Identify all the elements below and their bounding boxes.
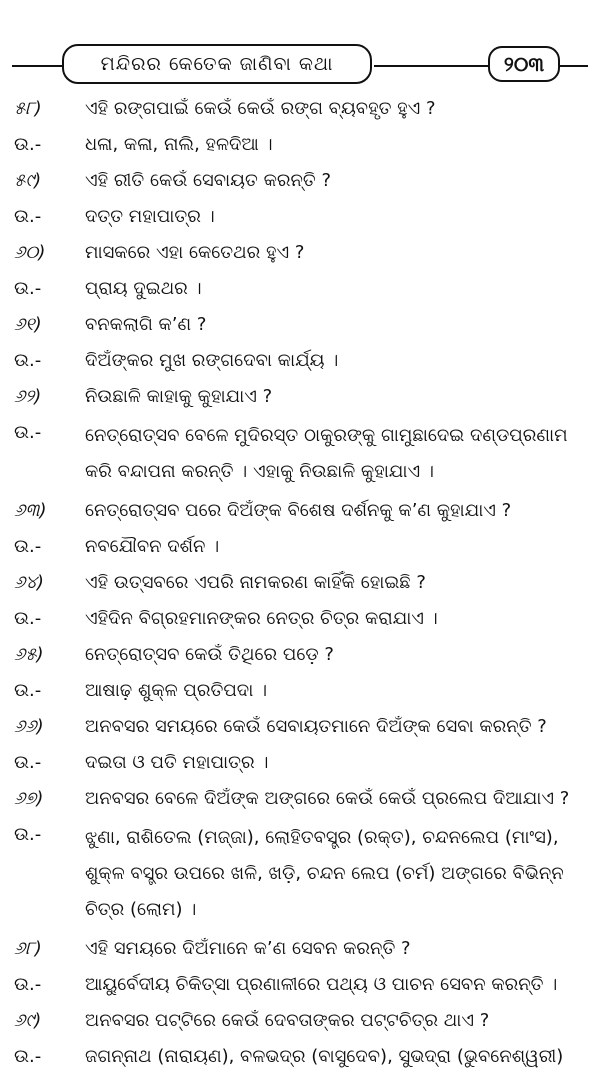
answer-text: ଦଇତା ଓ ପତି ମହାପାତ୍ର । [85, 752, 269, 773]
answer-marker: ଉ.- [14, 422, 42, 443]
question-61 [0, 310, 600, 340]
answer-61 [0, 346, 600, 376]
question-number: ୫୯) [14, 170, 42, 191]
question-59 [0, 166, 600, 196]
answer-64 [0, 604, 600, 634]
question-text: ମାସକରେ ଏହା କେତେଥର ହୁଏ ? [85, 242, 305, 263]
question-66 [0, 712, 600, 742]
answer-marker: ଉ.- [14, 752, 42, 773]
answer-text: ପ୍ରାୟ ଦୁଇଥର । [85, 278, 202, 299]
answer-text: ଜଗନ୍ନାଥ (ନାରାୟଣ), ବଳଭଦ୍ର (ବାସୁଦେବ), ସୁଭଦ୍ରା (ଭୁବନେଶ୍ୱରୀ) [85, 1046, 564, 1067]
question-number: ୬୪) [14, 572, 44, 593]
answer-60 [0, 274, 600, 304]
answer-text: ଆୟୁର୍ବେଦୀୟ ଚିକିତ୍ସା ପ୍ରଣାଳୀରେ ପଥ୍ୟ ଓ ପାଚନ ସେବନ କରନ୍ତି । [85, 974, 558, 995]
question-62 [0, 382, 600, 412]
question-number: ୬୩) [14, 500, 47, 521]
question-text: ବନକଲାଗି କ’ଣ ? [85, 314, 207, 335]
header-rule-right [560, 65, 588, 67]
answer-text: ଆଷାଢ଼ ଶୁକ୍ଳ ପ୍ରତିପଦା । [85, 680, 268, 701]
question-number: ୬୯) [14, 1010, 42, 1031]
question-number: ୬୫) [14, 644, 44, 665]
answer-67 [0, 820, 600, 928]
answer-marker: ଉ.- [14, 278, 42, 299]
question-number: ୬୨) [14, 386, 42, 407]
answer-62 [0, 418, 600, 490]
question-number: ୬୮) [14, 938, 42, 959]
question-number: ୬୬) [14, 716, 44, 737]
question-text: ଏହି ଉତ୍ସବରେ ଏପରି ନାମକରଣ କାହିଁକି ହୋଇଛି ? [85, 572, 426, 593]
question-text: ଅନବସର ପଟ୍ଟିରେ କେଉଁ ଦେବତାଙ୍କର ପଟ୍ଟଚିତ୍ର ଥାଏ ? [85, 1010, 490, 1031]
question-text: ଏହି ରୀତି କେଉଁ ସେବାୟତ କରନ୍ତି ? [85, 170, 332, 191]
answer-text: ଧଳା, କଳା, ନାଲି, ହଳଦିଆ । [85, 134, 273, 155]
question-text: ନେତ୍ରୋତ୍ସବ ପରେ ଦିଅଁଙ୍କ ବିଶେଷ ଦର୍ଶନକୁ କ’ଣ କୁହାଯାଏ ? [85, 500, 512, 521]
question-65 [0, 640, 600, 670]
header-rule-left [12, 65, 62, 67]
question-text: ଅନବସର ବେଳେ ଦିଅଁଙ୍କ ଅଙ୍ଗରେ କେଉଁ କେଉଁ ପ୍ରଲେପ ଦିଆଯାଏ ? [85, 788, 570, 809]
question-text: ନିଉଛାଳି କାହାକୁ କୁହାଯାଏ ? [85, 386, 273, 407]
answer-marker: ଉ.- [14, 206, 42, 227]
question-64 [0, 568, 600, 598]
answer-text: ଏହିଦିନ ବିଗ୍ରହମାନଙ୍କର ନେତ୍ର ଚିତ୍ର କରାଯାଏ । [85, 608, 438, 629]
question-number: ୫୮) [14, 98, 42, 119]
question-63 [0, 496, 600, 526]
question-58 [0, 94, 600, 124]
running-header [12, 44, 588, 88]
qa-list [0, 94, 600, 1072]
answer-59 [0, 202, 600, 232]
question-60 [0, 238, 600, 268]
answer-marker: ଉ.- [14, 536, 42, 557]
question-67 [0, 784, 600, 814]
answer-marker: ଉ.- [14, 134, 42, 155]
answer-marker: ଉ.- [14, 1046, 42, 1067]
page-number: ୨୦୩ [488, 46, 560, 82]
answer-marker: ଉ.- [14, 350, 42, 371]
question-69 [0, 1006, 600, 1036]
answer-text: ଝୁଣା, ରାଶିତେଲ (ମଜ୍ଜା), ଲୋହିତବସ୍ତ୍ର (ରକ୍ତ), ଚନ୍ଦନଲେପ (ମାଂସ), ଶୁକ୍ଳ ବସ୍ତ୍ର ଉପରେ ଖଳି, ଖଡ଼ି, ଚନ୍ଦନ ଲେପ (ଚର୍ମ) ଅଙ୍ଗରେ ବିଭିନ୍ନ ଚିତ୍ର (ଲୋମ) । [85, 827, 564, 920]
answer-marker: ଉ.- [14, 608, 42, 629]
question-text: ଏହି ସମୟରେ ଦିଅଁମାନେ କ’ଣ ସେବନ କରନ୍ତି ? [85, 938, 411, 959]
question-text: ନେତ୍ରୋତ୍ସବ କେଉଁ ତିଥିରେ ପଡ଼େ ? [85, 644, 334, 665]
answer-marker: ଉ.- [14, 974, 42, 995]
question-number: ୬୧) [14, 314, 42, 335]
question-text: ଅନବସର ସମୟରେ କେଉଁ ସେବାୟତମାନେ ଦିଅଁଙ୍କ ସେବା କରନ୍ତି ? [85, 716, 547, 737]
answer-66 [0, 748, 600, 778]
answer-68 [0, 970, 600, 1000]
answer-text: ନେତ୍ରୋତ୍ସବ ବେଳେ ମୁଦିରସ୍ତ ଠାକୁରଙ୍କୁ ଗାମୁଛାଦେଇ ଦଣ୍ଡପ୍ରଣାମ କରି ବନ୍ଦାପନା କରନ୍ତି । ଏହାକୁ ନିଉଛାଳି କୁହାଯାଏ । [85, 425, 568, 482]
answer-58 [0, 130, 600, 160]
question-number: ୬୦) [14, 242, 46, 263]
answer-text: ଦତ୍ତ ମହାପାତ୍ର । [85, 206, 215, 227]
answer-marker: ଉ.- [14, 680, 42, 701]
answer-65 [0, 676, 600, 706]
question-text: ଏହି ରଙ୍ଗପାଇଁ କେଉଁ କେଉଁ ରଙ୍ଗ ବ୍ୟବହୃତ ହୁଏ ? [85, 98, 436, 119]
answer-69 [0, 1042, 600, 1072]
header-title: ମନ୍ଦିରର କେତେକ ଜାଣିବା କଥା [62, 44, 372, 84]
answer-marker: ଉ.- [14, 824, 42, 845]
header-rule-middle [374, 65, 488, 67]
answer-text: ଦିଅଁଙ୍କର ମୁଖ ରଙ୍ଗଦେବା କାର୍ଯ୍ୟ । [85, 350, 339, 371]
question-68 [0, 934, 600, 964]
question-number: ୬୭) [14, 788, 44, 809]
answer-63 [0, 532, 600, 562]
answer-text: ନବଯୌବନ ଦର୍ଶନ । [85, 536, 220, 557]
